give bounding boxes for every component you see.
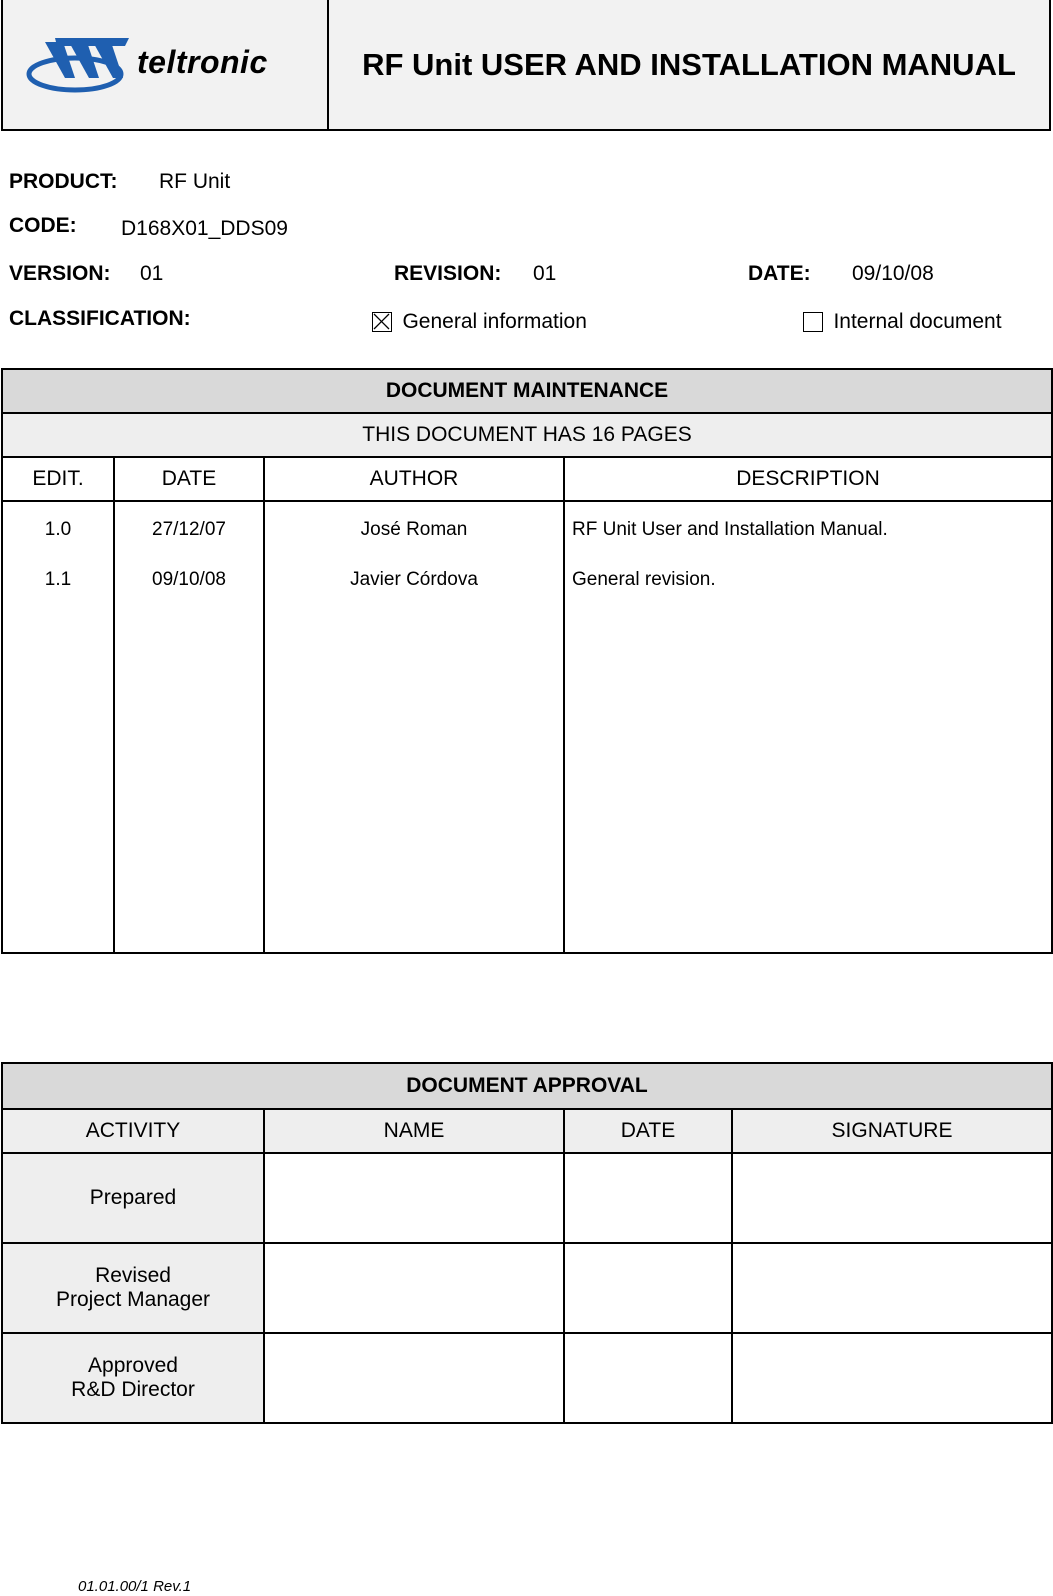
column-header-activity: ACTIVITY <box>2 1109 264 1153</box>
logo-cell <box>3 0 329 129</box>
product-label: PRODUCT: <box>9 170 118 193</box>
date-cell[interactable] <box>564 1243 732 1333</box>
date-cell[interactable] <box>564 1153 732 1243</box>
edit-value: 1.0 <box>44 519 72 540</box>
internal-document-label: Internal document <box>833 310 1002 333</box>
date-cell[interactable] <box>564 1333 732 1423</box>
author-column <box>264 501 564 953</box>
date-value-cell: 09/10/08 <box>152 569 226 590</box>
approval-row-prepared <box>2 1153 1052 1243</box>
author-value: José Roman <box>360 519 468 540</box>
column-header-edit: EDIT. <box>2 457 114 501</box>
approval-row-approved <box>2 1333 1052 1423</box>
title-cell <box>329 0 1049 129</box>
maintenance-title: DOCUMENT MAINTENANCE <box>2 369 1052 413</box>
date-value: 09/10/08 <box>852 262 934 285</box>
date-column <box>114 501 264 953</box>
signature-cell[interactable] <box>732 1333 1052 1423</box>
column-header-description: DESCRIPTION <box>564 457 1052 501</box>
document-title: RF Unit USER AND INSTALLATION MANUAL <box>362 46 1016 82</box>
activity-role: R&D Director <box>71 1378 195 1401</box>
column-header-signature: SIGNATURE <box>732 1109 1052 1153</box>
approval-title: DOCUMENT APPROVAL <box>2 1063 1052 1109</box>
document-header <box>1 0 1051 131</box>
version-label: VERSION: <box>9 262 111 285</box>
activity-label: Prepared <box>89 1186 177 1209</box>
column-header-approval-date: DATE <box>564 1109 732 1153</box>
general-information-option[interactable] <box>372 310 587 334</box>
checkbox-checked-icon[interactable] <box>372 312 392 332</box>
version-value: 01 <box>140 262 164 285</box>
activity-label: Revised <box>95 1264 171 1287</box>
edit-column <box>2 501 114 953</box>
edit-value: 1.1 <box>44 569 72 590</box>
description-value: General revision. <box>572 569 716 590</box>
name-cell[interactable] <box>264 1153 564 1243</box>
code-value: D168X01_DDS09 <box>121 217 288 240</box>
activity-cell <box>2 1333 264 1423</box>
teltronic-logo-icon <box>25 34 135 96</box>
general-information-label: General information <box>402 310 587 333</box>
revision-value: 01 <box>533 262 557 285</box>
internal-document-option[interactable] <box>803 310 1002 334</box>
document-approval-table <box>1 1062 1053 1424</box>
name-cell[interactable] <box>264 1243 564 1333</box>
document-maintenance-table <box>1 368 1053 954</box>
date-value-cell: 27/12/07 <box>152 519 226 540</box>
description-value: RF Unit User and Installation Manual. <box>572 519 888 540</box>
form-code: 01.01.00/1 Rev.1 <box>78 1578 192 1595</box>
date-label: DATE: <box>748 262 811 285</box>
checkbox-empty-icon[interactable] <box>803 312 823 332</box>
pages-note: THIS DOCUMENT HAS 16 PAGES <box>2 413 1052 457</box>
name-cell[interactable] <box>264 1333 564 1423</box>
signature-cell[interactable] <box>732 1153 1052 1243</box>
column-header-name: NAME <box>264 1109 564 1153</box>
author-value: Javier Córdova <box>350 569 478 590</box>
revision-label: REVISION: <box>394 262 502 285</box>
activity-cell <box>2 1153 264 1243</box>
activity-cell <box>2 1243 264 1333</box>
signature-cell[interactable] <box>732 1243 1052 1333</box>
logo-wordmark: teltronic <box>137 44 268 80</box>
activity-role: Project Manager <box>55 1288 211 1311</box>
code-label: CODE: <box>9 214 77 237</box>
column-header-author: AUTHOR <box>264 457 564 501</box>
description-column <box>564 501 1052 953</box>
activity-label: Approved <box>88 1354 178 1377</box>
classification-label: CLASSIFICATION: <box>9 307 191 330</box>
product-value: RF Unit <box>159 170 231 193</box>
column-header-date: DATE <box>114 457 264 501</box>
approval-row-revised <box>2 1243 1052 1333</box>
